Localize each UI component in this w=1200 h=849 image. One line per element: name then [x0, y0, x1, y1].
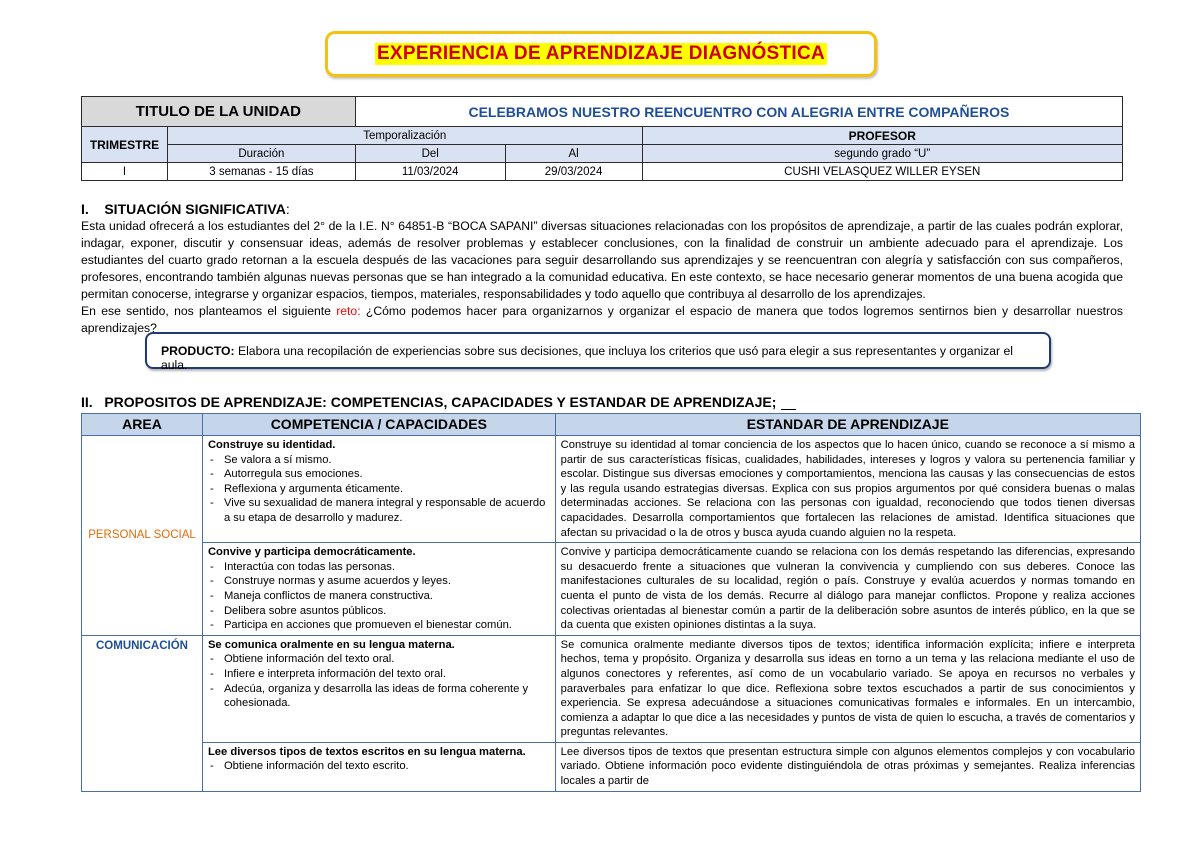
- unit-header-table: [81, 96, 1123, 181]
- competencia-cell: [202, 436, 555, 543]
- propositos-number: II.: [81, 394, 93, 410]
- capacidad-item: - Delibera sobre asuntos públicos.: [208, 604, 550, 619]
- profesor-value: CUSHI VELASQUEZ WILLER EYSEN: [642, 163, 1122, 181]
- grado-value: segundo grado “U”: [642, 145, 1122, 163]
- competencia-cell: [202, 543, 555, 636]
- competencia-title: Construye su identidad.: [207, 439, 336, 451]
- table-row: [82, 543, 1141, 636]
- producto-box: [145, 332, 1051, 372]
- capacidades-list: [208, 652, 550, 710]
- capacidades-list: [208, 560, 550, 633]
- col-area-header: AREA: [82, 414, 203, 436]
- competencia-cell: [202, 742, 555, 791]
- document-title: EXPERIENCIA DE APRENDIZAJE DIAGNÓSTICA: [376, 43, 826, 64]
- capacidad-item: - Adecúa, organiza y desarrolla las ideas de forma coherente y cohesionada.: [208, 682, 550, 711]
- trimestre-label: TRIMESTRE: [82, 127, 168, 163]
- propositos-table: [81, 413, 1141, 792]
- al-value: 29/03/2024: [505, 163, 642, 181]
- competencia-cell: [202, 635, 555, 742]
- capacidad-item: - Autorregula sus emociones.: [208, 467, 550, 482]
- estandar-cell: Convive y participa democráticamente cuando se relaciona con los demás respetando las diferencias, expresando su desacuerdo frente a situaciones que vulneran la convivencia y cumpliendo con sus deberes. Conoce las manifestaciones culturales de su localidad, región o país. Construye y evalúa acuerdos y normas tomando en cuenta el punto de vista de los demás. Recurre al diálogo para manejar conflictos. Propone y realiza acciones colectivas orientadas al bienestar común a partir de la deliberación sobre asuntos de interés público, en la que se da cuenta que existen opiniones distintas a la suya.: [555, 543, 1140, 636]
- al-label: Al: [505, 145, 642, 163]
- reto-prefix: En ese sentido, nos planteamos el siguiente: [81, 304, 337, 318]
- duracion-value: 3 semanas - 15 días: [167, 163, 355, 181]
- situacion-colon: :: [285, 201, 290, 217]
- unit-title-label: TITULO DE LA UNIDAD: [82, 97, 356, 127]
- situacion-text: [81, 218, 1123, 337]
- col-estandar-header: ESTANDAR DE APRENDIZAJE: [555, 414, 1140, 436]
- capacidades-list: [208, 453, 550, 526]
- situacion-paragraph: Esta unidad ofrecerá a los estudiantes del 2° de la I.E. N° 64851-B “BOCA SAPANI” diversas situaciones relacionadas con los propósitos de aprendizaje, a partir de las cuales podrán explorar, indagar, exponer, discutir y consensuar ideas, además de resolver problemas y establecer conclusiones, con la finalidad de construir un ambiente adecuado para el aprendizaje. Los estudiantes del cuarto grado retornan a la escuela después de las vacaciones para seguir desarrollando sus aprendizajes y se reencuentran con alegría y satisfacción con sus compañeros, profesores, encontrando también algunas nuevas personas que se han integrado a la comunidad educativa. En este contexto, se hace necesario generar momentos de una buena acogida que permitan conocerse, integrarse y organizar espacios, tiempos, materiales, responsabilidades y todo aquello que contribuya al desarrollo de los aprendizajes.: [81, 219, 1123, 301]
- capacidad-item: - Se valora a sí mismo.: [208, 453, 550, 468]
- capacidad-item: - Reflexiona y argumenta éticamente.: [208, 482, 550, 497]
- competencia-title: Se comunica oralmente en su lengua materna.: [207, 638, 455, 651]
- capacidad-item: - Infiere e interpreta información del texto oral.: [208, 667, 550, 682]
- competencia-title: Lee diversos tipos de textos escritos en su lengua materna.: [207, 745, 526, 758]
- temporalizacion-label: Temporalización: [167, 127, 642, 145]
- table-row: [82, 436, 1141, 543]
- competencia-title: Convive y participa democráticamente.: [207, 546, 416, 559]
- reto-question: ¿Cómo podemos hacer para organizarnos y organizar el espacio de manera que todos logremos sentirnos bien y desarrollar nuestros aprendizajes?: [81, 304, 1123, 335]
- estandar-cell: Se comunica oralmente mediante diversos tipos de textos; identifica información explícita; infiere e interpreta hechos, tema y propósito. Organiza y desarrolla sus ideas en torno a un tema y las relaciona mediante el uso de algunos conectores y referentes, así como de un vocabulario variado. Se apoya en recursos no verbales y paraverbales para enfatizar lo que dice. Reflexiona sobre textos escuchados a partir de sus conocimientos y experiencia. Se expresa adecuándose a situaciones comunicativas formales e informales. En un intercambio, comienza a adaptar lo que dice a las necesidades y puntos de vista de quien lo escucha, a través de comentarios y preguntas relevantes.: [555, 635, 1140, 742]
- capacidad-item: - Interactúa con todas las personas.: [208, 560, 550, 575]
- producto-text: Elabora una recopilación de experiencias sobre sus decisiones, que incluya los criterios que usó para elegir a sus representantes y organizar el aula.: [161, 344, 1013, 372]
- area-comunicacion: COMUNICACIÓN: [82, 635, 203, 791]
- document-title-box: [325, 31, 877, 77]
- propositos-title: PROPOSITOS DE APRENDIZAJE: COMPETENCIAS, CAPACIDADES Y ESTANDAR DE APRENDIZAJE;: [104, 394, 777, 410]
- producto-label: PRODUCTO:: [161, 344, 235, 358]
- capacidad-item: - Obtiene información del texto escrito.: [208, 759, 550, 774]
- table-row: [82, 635, 1141, 742]
- unit-title-value: CELEBRAMOS NUESTRO REENCUENTRO CON ALEGRIA ENTRE COMPAÑEROS: [355, 97, 1122, 127]
- capacidades-list: [208, 759, 550, 774]
- reto-label: reto:: [336, 304, 361, 318]
- capacidad-item: - Participa en acciones que promueven el bienestar común.: [208, 618, 550, 633]
- del-label: Del: [355, 145, 505, 163]
- area-personal-social: PERSONAL SOCIAL: [82, 436, 203, 636]
- capacidad-item: - Construye normas y asume acuerdos y leyes.: [208, 574, 550, 589]
- estandar-cell: Construye su identidad al tomar conciencia de los aspectos que lo hacen único, cuando se reconoce a sí mismo a partir de sus características físicas, cualidades, habilidades, intereses y logros y valora su pertenencia familiar y escolar. Distingue sus diversas emociones y comportamientos, menciona las causas y las consecuencias de estos y las regula usando estrategias diversas. Explica con sus propios argumentos por qué considera buenas o malas determinadas acciones. Se relaciona con las personas con igualdad, reconociendo que todos tienen diversas capacidades. Desarrolla comportamientos que fortalecen las relaciones de amistad. Identifica situaciones que afectan su privacidad o la de otros y busca ayuda cuando alguien no la respeta.: [555, 436, 1140, 543]
- del-value: 11/03/2024: [355, 163, 505, 181]
- estandar-cell: Lee diversos tipos de textos que presentan estructura simple con algunos elementos complejos y con vocabulario variado. Obtiene información poco evidente distinguiéndola de otras próximas y semejantes. Realiza inferencias locales a partir de: [555, 742, 1140, 791]
- situacion-title: SITUACIÓN SIGNIFICATIVA: [104, 201, 286, 217]
- capacidad-item: - Maneja conflictos de manera constructiva.: [208, 589, 550, 604]
- situacion-heading: [81, 201, 290, 219]
- table-row: [82, 742, 1141, 791]
- capacidad-item: - Obtiene información del texto oral.: [208, 652, 550, 667]
- situacion-number: I.: [81, 201, 89, 217]
- duracion-label: Duración: [167, 145, 355, 163]
- profesor-label: PROFESOR: [642, 127, 1122, 145]
- propositos-heading: [81, 394, 796, 412]
- capacidad-item: - Vive su sexualidad de manera integral y responsable de acuerdo a su etapa de desarrollo y madurez.: [208, 496, 550, 525]
- col-competencia-header: COMPETENCIA / CAPACIDADES: [202, 414, 555, 436]
- heading-underline: [781, 409, 796, 410]
- trimestre-value: I: [82, 163, 168, 181]
